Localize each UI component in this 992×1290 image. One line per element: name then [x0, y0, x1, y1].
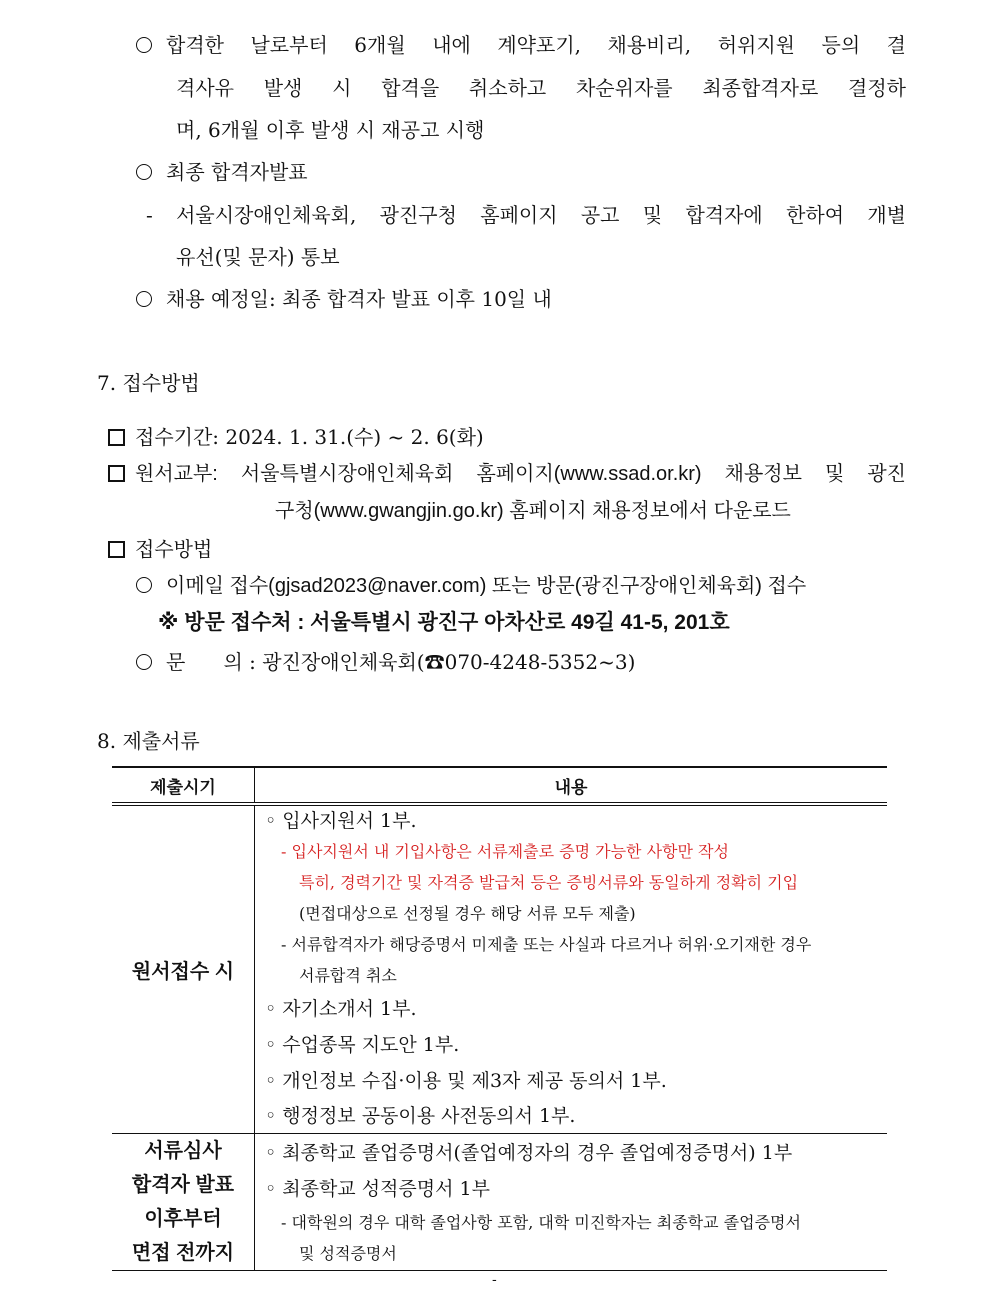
form-distribution: 원서교부: 서울특별시장애인체육회 홈페이지(www.ssad.or.kr) 채용정보 및 광진: [108, 460, 906, 488]
bullet-line: - 서울시장애인체육회, 광진구청 홈페이지 공고 및 합격자에 한하여 개별: [146, 203, 906, 227]
bullet-line: 며, 6개월 이후 발생 시 재공고 시행: [176, 118, 485, 142]
checkbox-square-icon: [108, 541, 125, 558]
checkbox-square-icon: [108, 429, 125, 446]
circle-bullet-icon: [136, 37, 152, 53]
sub-item-note: 서류합격 취소: [299, 966, 397, 985]
list-item: ◦ 최종학교 성적증명서 1부: [265, 1178, 490, 1200]
sub-item-note: 및 성적증명서: [299, 1244, 397, 1263]
sub-item-note: (면접대상으로 선정될 경우 해당 서류 모두 제출): [299, 904, 636, 923]
bullet-line: 격사유 발생 시 합격을 취소하고 차순위자를 최종합격자로 결정하: [176, 76, 906, 100]
list-item: ◦ 최종학교 졸업증명서(졸업예정자의 경우 졸업예정증명서) 1부: [265, 1142, 793, 1164]
section-heading: 8. 제출서류: [97, 729, 200, 753]
visit-location: ※ 방문 접수처 : 서울특별시 광진구 아차산로 49길 41-5, 201호: [158, 611, 730, 634]
table-header-content: 내용: [255, 767, 888, 804]
circle-bullet-icon: [136, 654, 152, 670]
sub-item-note: 특히, 경력기간 및 자격증 발급처 등은 증빙서류와 동일하게 정확히 기입: [299, 873, 799, 892]
table-row: [112, 804, 887, 1134]
section-heading: 7. 접수방법: [97, 371, 200, 395]
sub-item-note: - 입사지원서 내 기입사항은 서류제출로 증명 가능한 사항만 작성: [281, 842, 729, 861]
bullet-line: 합격한 날로부터 6개월 내에 계약포기, 채용비리, 허위지원 등의 결: [136, 31, 906, 59]
circle-bullet-icon: [136, 577, 152, 593]
circle-bullet-icon: [136, 291, 152, 307]
list-item: ◦ 수업종목 지도안 1부.: [265, 1034, 460, 1056]
form-distribution-cont: 구청(www.gwangjin.go.kr) 홈페이지 채용정보에서 다운로드: [275, 500, 791, 522]
table-header-timing: 제출시기: [112, 767, 255, 804]
list-item: ◦ 자기소개서 1부.: [265, 998, 417, 1020]
sub-item-note: - 대학원의 경우 대학 졸업사항 포함, 대학 미진학자는 최종학교 졸업증명서: [281, 1213, 801, 1232]
checkbox-square-icon: [108, 465, 125, 482]
reception-method: 접수방법: [108, 535, 212, 563]
bullet-line: 최종 합격자발표: [136, 158, 308, 186]
row-label: 원서접수 시: [112, 804, 255, 1134]
bullet-line: 유선(및 문자) 통보: [176, 245, 340, 269]
list-item: ◦ 개인정보 수집·이용 및 제3자 제공 동의서 1부.: [265, 1070, 667, 1092]
reception-period: 접수기간: 2024. 1. 31.(수) ~ 2. 6(화): [108, 423, 484, 451]
row-label: 서류심사 합격자 발표 이후부터 면접 전까지: [112, 1134, 255, 1271]
email-reception: 이메일 접수(gjsad2023@naver.com) 또는 방문(광진구장애인체육회) 접수: [136, 572, 806, 600]
circle-bullet-icon: [136, 164, 152, 180]
bullet-line: 채용 예정일: 최종 합격자 발표 이후 10일 내: [136, 285, 552, 313]
inquiry-line: 문 의 : 광진장애인체육회(☎070-4248-5352~3): [136, 648, 635, 676]
page-number: -: [492, 1272, 497, 1288]
list-item: ◦ 입사지원서 1부.: [265, 810, 417, 832]
documents-table: [112, 766, 887, 1271]
list-item: ◦ 행정정보 공동이용 사전동의서 1부.: [265, 1105, 576, 1127]
table-row: [112, 1134, 887, 1271]
sub-item-note: - 서류합격자가 해당증명서 미제출 또는 사실과 다르거나 허위·오기재한 경우: [281, 935, 812, 954]
